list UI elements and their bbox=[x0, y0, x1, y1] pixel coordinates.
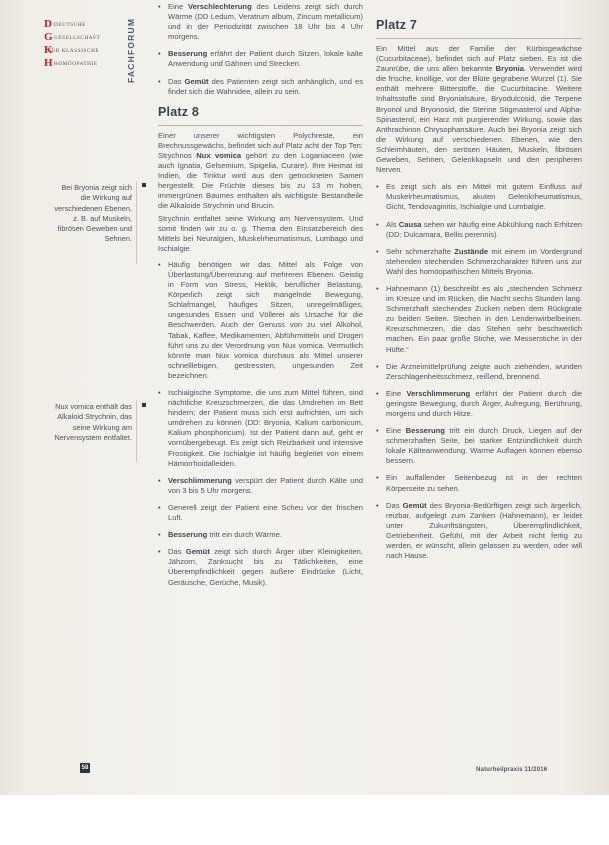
list-item: • Das Gemüt des Patienten zeigt sich anhänglich, und es findet sich die Wahnidee, allein zu sein. bbox=[158, 77, 363, 97]
list-item: • Besserung tritt ein durch Wärme. bbox=[158, 530, 363, 540]
section-heading-platz-7: Platz 7 bbox=[376, 18, 417, 32]
list-item: • Generell zeigt der Patient eine Scheu vor der frischen Luft. bbox=[158, 503, 363, 523]
list-item: • Sehr schmerzhafte Zustände mit einem im Vordergrund stehenden stechenden Schmerzcharakter führen uns zur Wahl des homöopathischen Mittels Bryonia. bbox=[376, 247, 582, 277]
logo-line-3: FÜR KLASSISCHE bbox=[48, 48, 100, 54]
sidenote-marker bbox=[142, 403, 146, 407]
logo-line-1: DEUTSCHE bbox=[54, 22, 86, 28]
sidenote-rule bbox=[136, 182, 137, 264]
intro-paragraph: Einer unserer wichtigsten Polychreste, ein Brechnussgewächs, befindet sich auf Platz acht der Top Ten: Strychnos Nux vomica gehört zu den Loganiaceen (wie auch Ignatia, Gelsemium, Spigelia, Curare). Ihre Heimat ist Indien, die Tinktur wird aus den getrockneten Samen hergestellt. Die Früchte dieses bis zu 13 m hohen, immergrünen Baumes enthalten als wichtigste Bestandteile die Alkaloide Strychnin und Brucin. bbox=[158, 130, 363, 211]
sidenote-rule bbox=[136, 400, 137, 462]
list-item: • Die Arzneimittelprüfung zeigte auch ziehenden, wunden Zerschlagenheitsschmerz, reißend, brennend. bbox=[376, 362, 582, 382]
right-column bbox=[376, 18, 582, 568]
society-logo bbox=[40, 18, 104, 76]
sidenote-bryonia: Bei Bryonia zeigt sich die Wirkung auf verschiedenen Ebenen, z. B. auf Muskeln, fibrösen Geweben und Sehnen. bbox=[54, 183, 132, 244]
page-margin bbox=[0, 795, 609, 845]
logo-line-2: GESELLSCHAFT bbox=[54, 35, 101, 41]
body-paragraph: Strychnin entfaltet seine Wirkung am Nervensystem. Und somit finden wir zu o. g. Thema den Einsatzbereich des Mittels bei Neuralgien, Muskelrheumatismus, Lumbago und Ischialgie. bbox=[158, 213, 363, 253]
logo-cap-4: H bbox=[44, 57, 53, 69]
list-item: • Häufig benötigen wir das Mittel als Folge von Überlastung/Überreizung auf mehreren Ebenen. Geistig in Form von Stress, Hektik, beruflicher Belastung, Körperlich zeigt sich mangelnde Bewegung, Schlafmangel, häufiges Sitzen, unregelmäßiges, ungesundes Essen und Völlerei als Ursache für die Beschwerden. Auch der Genuss von zu viel Alkohol, Tabak, Kaffee, Medikamenten, Abführmitteln und Drogen führt uns zu der Verordnung von Nux vomica. Vermutlich könnte man Nux vomica durchaus als Mittel unserer schnelllebigen, gestressten, ungesunden Zeit bezeichnen. bbox=[158, 260, 363, 381]
logo-cap-1: D bbox=[44, 18, 52, 30]
list-item: • Verschlimmerung verspürt der Patient durch Kälte und von 3 bis 5 Uhr morgens. bbox=[158, 476, 363, 496]
list-item: • Eine Besserung tritt ein durch Druck, Liegen auf der schmerzhaften Seite, bei starker Entzündlichkeit durch lokale Kälteanwendung. Warme Auflagen können ebenso bessern. bbox=[376, 426, 582, 466]
list-item: • Eine Verschlechterung des Leidens zeigt sich durch Wärme (DD Ledum, Veratrum album, Zincum metallicum) und in der Periodizität zwischen 18 Uhr bis 4 Uhr morgens. bbox=[158, 2, 363, 42]
logo-line-4: HOMÖOPATHIE bbox=[54, 61, 98, 67]
list-item: • Als Causa sehen wir häufig eine Abkühlung nach Erhitzen (DD: Dulcamara, Bellis perennis). bbox=[376, 220, 582, 240]
list-item: • Das Gemüt zeigt sich durch Ärger über Kleinigkeiten, Jähzorn, Zanksucht bis zu Tätlichkeiten, eine Überempfindlichkeit gegen äußere Eindrücke (Licht, Geräusche, Gerüche, Musik). bbox=[158, 547, 363, 587]
list-item: • Ischialgische Symptome, die uns zum Mittel führen, sind nächtliche Kreuzschmerzen, die das Umdrehen im Bett hindern; der Patient muss sich erst aufrichten, um sich umdrehen zu können (DD: Bryonia, Kalium carbonicum, Kalium phosphoricum). Ist der Patient dann auf, geht er vornübergebeugt. Es zeigt sich Reizbarkeit und intensive Frostigkeit. Die Ischialgie ist häufig begleitet von einem Hämorrhoidalleiden. bbox=[158, 388, 363, 469]
sidenote-marker bbox=[142, 183, 146, 187]
section-heading-platz-8: Platz 8 bbox=[158, 104, 199, 119]
list-item: • Eine Verschlimmerung erfährt der Patient durch die geringste Bewegung, durch Ärger, Aufregung, Berührung, morgens und durch Hitze. bbox=[376, 389, 582, 419]
heading-rule bbox=[376, 38, 582, 39]
list-item: • Ein auffallender Seitenbezug ist in der rechten Körperseite zu sehen. bbox=[376, 473, 582, 493]
list-item: • Das Gemüt des Bryonia-Bedürftigen zeigt sich ärgerlich, reizbar, aufgelegt zum Zanken (Hahnemann), er leidet unter Zukunftsängsten, Überempfindlichkeit, Getriebenheit. Gefühl, mit der Arbeit nicht fertig zu werden, er wünscht, allein gelassen zu werden, oder will nach Hause. bbox=[376, 501, 582, 562]
list-item: • Es zeigt sich als ein Mittel mit gutem Einfluss auf Muskelrheumatismus, akuten Gelenkrheumatismus, Gicht, Tendovaginitis, Ischialgie und Lumbalgie. bbox=[376, 182, 582, 212]
page-number: 58 bbox=[81, 765, 89, 771]
intro-paragraph: Ein Mittel aus der Familie der Kürbisgewächse (Cucurbitaceae), befindet sich auf Platz sieben. Es ist die Zaunrübe, die uns allen bekannte Bryonia. Verwendet wird die frische, knollige, vor der Blüte gegrabene Wurzel (1). Sie enthält mehrere Bitterstoffe, die Cucurbitacine. Weitere Inhaltsstoffe sind Bryonialsäure, Bryodulcosid, die Terpene Bryonol und Bryonosid, die Sterine Stigmasterol und Alpha-Spinasterol, ein Harz mit purgierender Wirkung, sowie das Anthrachinon Chrysophansäure. Auch bei Bryonia zeigt sich die Wirkung auf verschiedenen Ebenen, wie den Schleimhäuten, den serösen Häuten, Muskeln, fibrösen Geweben, Sehnen, Gelenkkapseln und den peripheren Nerven. bbox=[376, 44, 582, 175]
middle-column bbox=[158, 2, 363, 595]
list-item: • Hahnemann (1) beschreibt es als „stechenden Schmerz im Kreuze und im Rücken, die Nacht sechs Stunden lang. Schmerzhaft stechendes Zucken neben dem Rückgrate zu beiden Seiten. Stechen in den Lendenwirbelbeinen. Kreuzschmerzen, die das Stehen sehr beschwerlich machen. Ein paar große Stiche, wie Messerstiche in der Hüfte.“ bbox=[376, 284, 582, 355]
logo-cap-2: G bbox=[44, 31, 53, 43]
list-item: • Besserung erfährt der Patient durch Sitzen, lokale kalte Anwendung und Gähnen und Strecken. bbox=[158, 49, 363, 69]
section-label: FACHFORUM bbox=[126, 18, 136, 84]
heading-rule bbox=[158, 125, 363, 126]
sidenote-nux-vomica: Nux vomica enthält das Alkaloid Strychnin, das seine Wirkung am Nervensystem entfaltet. bbox=[54, 402, 132, 442]
footer-issue: Naturheilpraxis 11/2016 bbox=[476, 767, 548, 773]
logo-cap-3: K bbox=[44, 44, 53, 56]
